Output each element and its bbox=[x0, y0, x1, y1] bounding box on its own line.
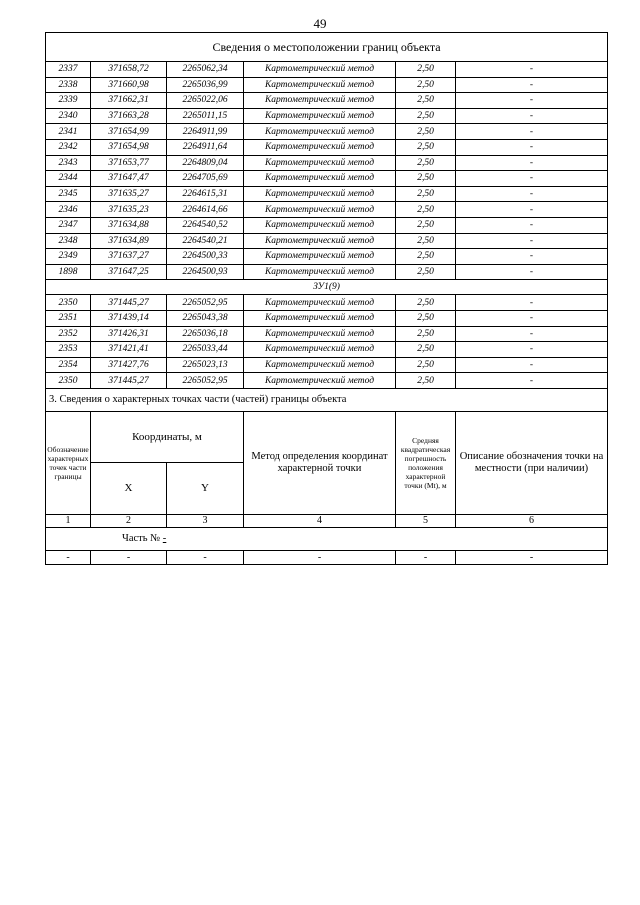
table-cell: 2351 bbox=[46, 310, 91, 326]
table-cell: 371421,41 bbox=[91, 342, 167, 358]
designation-header: Обозначение характерных точек части границы bbox=[46, 411, 91, 514]
table-row bbox=[46, 373, 608, 389]
table-cell: Картометрический метод bbox=[244, 155, 396, 171]
table-cell: 371634,89 bbox=[91, 233, 167, 249]
table-cell: 2,50 bbox=[396, 93, 456, 109]
table-cell: 2,50 bbox=[396, 124, 456, 140]
table-cell: 2264809,04 bbox=[167, 155, 244, 171]
table-row bbox=[46, 108, 608, 124]
table-cell: - bbox=[456, 264, 608, 280]
table-cell: 2264500,93 bbox=[167, 264, 244, 280]
table-cell: 2265033,44 bbox=[167, 342, 244, 358]
table-row bbox=[46, 249, 608, 265]
table-cell: 2354 bbox=[46, 357, 91, 373]
table-cell: 2,50 bbox=[396, 310, 456, 326]
table-cell: 371445,27 bbox=[91, 373, 167, 389]
table-cell: 2337 bbox=[46, 62, 91, 78]
table-cell: 2264911,64 bbox=[167, 139, 244, 155]
table-cell: Картометрический метод bbox=[244, 139, 396, 155]
table-row bbox=[46, 264, 608, 280]
part-value: - bbox=[162, 533, 167, 545]
table-cell: - bbox=[456, 124, 608, 140]
table-cell: 2,50 bbox=[396, 326, 456, 342]
table-cell: Картометрический метод bbox=[244, 108, 396, 124]
table-cell: Картометрический метод bbox=[244, 326, 396, 342]
table-cell: 2264540,52 bbox=[167, 217, 244, 233]
table-cell: 2352 bbox=[46, 326, 91, 342]
table-row bbox=[46, 77, 608, 93]
error-header: Средняя квадратическая погрешность положения характерной точки (Mt), м bbox=[396, 411, 456, 514]
table-cell: 2,50 bbox=[396, 342, 456, 358]
table-cell: - bbox=[456, 550, 608, 564]
table-cell: 2264911,99 bbox=[167, 124, 244, 140]
x-header: X bbox=[91, 462, 167, 514]
table-cell: 2,50 bbox=[396, 77, 456, 93]
table-cell: - bbox=[456, 139, 608, 155]
table-cell: 2,50 bbox=[396, 373, 456, 389]
table-row bbox=[46, 310, 608, 326]
table-cell: - bbox=[456, 93, 608, 109]
table-row bbox=[46, 357, 608, 373]
table-cell: Картометрический метод bbox=[244, 62, 396, 78]
table-cell: Картометрический метод bbox=[244, 310, 396, 326]
table-cell: 2264500,33 bbox=[167, 249, 244, 265]
table-cell: - bbox=[456, 186, 608, 202]
table-cell: Картометрический метод bbox=[244, 249, 396, 265]
table-cell: 2349 bbox=[46, 249, 91, 265]
table-cell: - bbox=[396, 550, 456, 564]
column-number: 3 bbox=[167, 514, 244, 527]
table-cell: Картометрический метод bbox=[244, 124, 396, 140]
column-number: 6 bbox=[456, 514, 608, 527]
table-cell: Картометрический метод bbox=[244, 357, 396, 373]
table-cell: 2,50 bbox=[396, 108, 456, 124]
table-cell: Картометрический метод bbox=[244, 93, 396, 109]
table-cell: 371427,76 bbox=[91, 357, 167, 373]
table-cell: 2,50 bbox=[396, 233, 456, 249]
table-cell: Картометрический метод bbox=[244, 373, 396, 389]
table-cell: 2,50 bbox=[396, 171, 456, 187]
table-cell: 2264615,31 bbox=[167, 186, 244, 202]
table-cell: 2348 bbox=[46, 233, 91, 249]
table-cell: 371637,27 bbox=[91, 249, 167, 265]
table-cell: 2265052,95 bbox=[167, 295, 244, 311]
table-cell: - bbox=[244, 550, 396, 564]
table-cell: 2265023,13 bbox=[167, 357, 244, 373]
table-cell: 2265036,18 bbox=[167, 326, 244, 342]
part-label-cell bbox=[46, 527, 608, 550]
table-row bbox=[46, 202, 608, 218]
table-cell: Картометрический метод bbox=[244, 171, 396, 187]
table-cell: 371426,31 bbox=[91, 326, 167, 342]
section-subheader: ЗУ1(9) bbox=[46, 280, 608, 295]
table-title: Сведения о местоположении границ объекта bbox=[46, 33, 608, 62]
column-number: 4 bbox=[244, 514, 396, 527]
table-row bbox=[46, 295, 608, 311]
table-cell: 2264614,66 bbox=[167, 202, 244, 218]
table-cell: 2,50 bbox=[396, 357, 456, 373]
table-cell: 371660,98 bbox=[91, 77, 167, 93]
table-cell: 371658,72 bbox=[91, 62, 167, 78]
table-cell: 2264540,21 bbox=[167, 233, 244, 249]
table-cell: - bbox=[456, 217, 608, 233]
coordinates-header: Координаты, м bbox=[91, 411, 244, 462]
table-cell: - bbox=[456, 202, 608, 218]
table-cell: - bbox=[456, 357, 608, 373]
table-cell: 2344 bbox=[46, 171, 91, 187]
table-cell: - bbox=[456, 342, 608, 358]
boundary-sheet bbox=[45, 32, 607, 565]
table-cell: 1898 bbox=[46, 264, 91, 280]
table-cell: - bbox=[456, 77, 608, 93]
table-cell: 2,50 bbox=[396, 186, 456, 202]
table-cell: Картометрический метод bbox=[244, 264, 396, 280]
table-cell: - bbox=[456, 249, 608, 265]
table-cell: 2,50 bbox=[396, 249, 456, 265]
table-cell: 2346 bbox=[46, 202, 91, 218]
table-cell: 2340 bbox=[46, 108, 91, 124]
table-cell: 2350 bbox=[46, 295, 91, 311]
table-cell: - bbox=[456, 108, 608, 124]
table-cell: Картометрический метод bbox=[244, 342, 396, 358]
table-row bbox=[46, 233, 608, 249]
table-cell: 371647,47 bbox=[91, 171, 167, 187]
table-cell: 371654,99 bbox=[91, 124, 167, 140]
table-cell: 2343 bbox=[46, 155, 91, 171]
table-cell: 371662,31 bbox=[91, 93, 167, 109]
table-cell: Картометрический метод bbox=[244, 202, 396, 218]
table-row bbox=[46, 171, 608, 187]
table-cell: - bbox=[46, 550, 91, 564]
table-row bbox=[46, 155, 608, 171]
table-cell: - bbox=[456, 62, 608, 78]
table-cell: 2265011,15 bbox=[167, 108, 244, 124]
table-cell: 2339 bbox=[46, 93, 91, 109]
description-header: Описание обозначения точки на местности (при наличии) bbox=[456, 411, 608, 514]
table-cell: - bbox=[456, 310, 608, 326]
table-cell: 2341 bbox=[46, 124, 91, 140]
table-cell: 371635,23 bbox=[91, 202, 167, 218]
table-cell: 371647,25 bbox=[91, 264, 167, 280]
table-cell: Картометрический метод bbox=[244, 295, 396, 311]
table-row bbox=[46, 62, 608, 78]
empty-part-row bbox=[46, 550, 608, 564]
table-cell: Картометрический метод bbox=[244, 186, 396, 202]
column-numbers-row bbox=[46, 514, 608, 527]
boundary-table bbox=[45, 32, 608, 565]
table-cell: Картометрический метод bbox=[244, 233, 396, 249]
page-number: 49 bbox=[313, 16, 327, 31]
table-cell: 371635,27 bbox=[91, 186, 167, 202]
table-cell: 2264705,69 bbox=[167, 171, 244, 187]
table-cell: 2342 bbox=[46, 139, 91, 155]
table-row bbox=[46, 124, 608, 140]
table-cell: - bbox=[456, 326, 608, 342]
table-cell: - bbox=[456, 233, 608, 249]
table-row bbox=[46, 139, 608, 155]
table-cell: 371654,98 bbox=[91, 139, 167, 155]
table-row bbox=[46, 93, 608, 109]
table-cell: - bbox=[456, 373, 608, 389]
table-cell: 2265062,34 bbox=[167, 62, 244, 78]
table-cell: 2,50 bbox=[396, 62, 456, 78]
table-cell: 2,50 bbox=[396, 155, 456, 171]
table-cell: 2265052,95 bbox=[167, 373, 244, 389]
table-cell: 2345 bbox=[46, 186, 91, 202]
table-cell: 2347 bbox=[46, 217, 91, 233]
table-cell: 371663,28 bbox=[91, 108, 167, 124]
table-cell: Картометрический метод bbox=[244, 77, 396, 93]
table-cell: 2265036,99 bbox=[167, 77, 244, 93]
table-cell: 2,50 bbox=[396, 202, 456, 218]
table-cell: 371634,88 bbox=[91, 217, 167, 233]
table-cell: 2,50 bbox=[396, 139, 456, 155]
table-cell: 2,50 bbox=[396, 264, 456, 280]
table-cell: 2,50 bbox=[396, 217, 456, 233]
column-number: 2 bbox=[91, 514, 167, 527]
table-cell: - bbox=[167, 550, 244, 564]
table-cell: 371439,14 bbox=[91, 310, 167, 326]
method-header: Метод определения координат характерной точки bbox=[244, 411, 396, 514]
column-number: 5 bbox=[396, 514, 456, 527]
table-cell: Картометрический метод bbox=[244, 217, 396, 233]
table-cell: - bbox=[456, 295, 608, 311]
column-number: 1 bbox=[46, 514, 91, 527]
table-cell: - bbox=[456, 171, 608, 187]
table-cell: 2265043,38 bbox=[167, 310, 244, 326]
table-cell: - bbox=[91, 550, 167, 564]
table-row bbox=[46, 342, 608, 358]
y-header: Y bbox=[167, 462, 244, 514]
table-cell: 2350 bbox=[46, 373, 91, 389]
table-cell: 2,50 bbox=[396, 295, 456, 311]
table-row bbox=[46, 326, 608, 342]
table-cell: 2265022,06 bbox=[167, 93, 244, 109]
table-cell: 371653,77 bbox=[91, 155, 167, 171]
part-label: Часть № bbox=[122, 533, 161, 545]
table-cell: 2338 bbox=[46, 77, 91, 93]
table-row bbox=[46, 186, 608, 202]
table-row bbox=[46, 217, 608, 233]
section-3-title: 3. Сведения о характерных точках части (частей) границы объекта bbox=[46, 388, 608, 411]
table-cell: 2353 bbox=[46, 342, 91, 358]
table-cell: - bbox=[456, 155, 608, 171]
table-cell: 371445,27 bbox=[91, 295, 167, 311]
